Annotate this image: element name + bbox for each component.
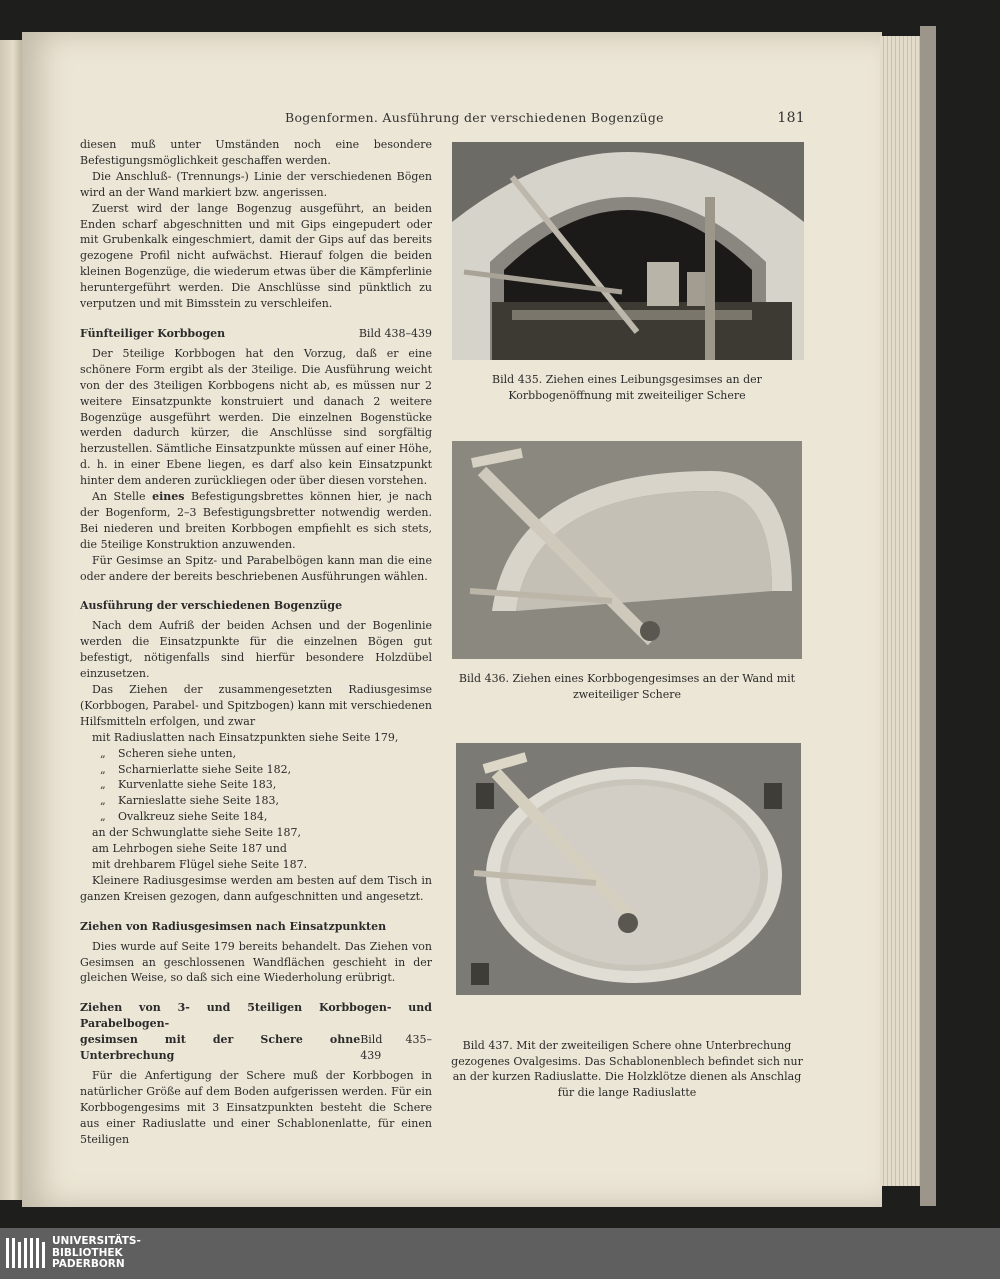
library-name xyxy=(52,1236,141,1271)
heading-title: Fünfteiliger Korbbogen xyxy=(80,326,226,340)
library-footer xyxy=(0,1228,1000,1279)
paragraph: Nach dem Aufriß der beiden Achsen und der Bogenlinie werden die Einsatzpunkte für die einzelnen Bögen gut befestigt, nötigenfalls sind hierfür besondere Holzdübel einzusetzen. xyxy=(80,619,432,681)
paragraph xyxy=(80,489,432,553)
list-item: mit drehbarem Flügel siehe Seite 187. xyxy=(92,857,308,871)
heading-title: Ausführung der verschiedenen Bogenzüge xyxy=(80,599,343,613)
list-item-text: Ovalkreuz siehe Seite 184, xyxy=(118,810,268,824)
paragraph: Kleinere Radiusgesimse werden am besten auf dem Tisch in ganzen Kreisen gezogen, dann aufgeschnitten und angesetzt. xyxy=(80,873,432,903)
heading-title-line: gesimsen mit der Schere ohne Unterbrechung xyxy=(80,1033,361,1063)
list-item xyxy=(80,762,432,778)
list-item xyxy=(80,809,432,825)
paragraph: Der 5teilige Korbbogen hat den Vorzug, daß er eine schönere Form ergibt als der 3teilige. Die Ausführung weicht von der des 3teiligen Korbbogens nicht ab, es müssen nur 2 weitere Einsatzpunkte konstruiert und danach 2 weitere Bogenzüge ausgeführt werden. Die einzelnen Bogenstücke werden dadurch kürzer, die Anschlüsse sind sorgfältig herzustellen. Sämtliche Einsatzpunkte müssen auf einer Höhe, d. h. in einer Ebene liegen, es darf also kein Einsatzpunkt hinter dem anderen zurückliegen oder über diesen vorstehen. xyxy=(80,346,432,488)
figure-437-caption: Bild 437. Mit der zweiteiligen Schere ohne Unterbrechung gezogenes Ovalgesims. Das Schablonenblech befindet sich nur an der kurzen Radiuslatte. Die Holzklötze dienen als Anschlag für die lange Radiuslatte xyxy=(451,1039,803,1099)
figure-436-photo xyxy=(452,441,802,659)
ditto-mark: „ xyxy=(100,810,106,824)
list-item-text: Karnieslatte siehe Seite 183, xyxy=(118,794,279,808)
body-text-column xyxy=(80,137,432,1147)
figure-436-caption: Bild 436. Ziehen eines Korbbogengesimses an der Wand mit zweiteiliger Schere xyxy=(458,672,796,701)
figure-437-photo xyxy=(456,743,801,995)
section-heading xyxy=(80,598,432,614)
text-run: An Stelle xyxy=(92,490,146,504)
photo-illustration xyxy=(452,441,802,659)
running-head xyxy=(285,110,805,130)
paragraph: Für Gesimse an Spitz- und Parabelbögen kann man die eine oder andere der bereits beschriebenen Ausführungen wählen. xyxy=(80,553,432,583)
list-item xyxy=(80,777,432,793)
list-item xyxy=(80,793,432,809)
paragraph: Für die Anfertigung der Schere muß der Korbbogen in natürlicher Größe auf dem Boden aufgerissen werden. Für ein Korbbogengesims mit 3 Einsatzpunkten besteht die Schere aus einer Radiuslatte und einer Schablonenlatte, für einen 5teiligen xyxy=(80,1068,432,1146)
list-item-text: Scharnierlatte siehe Seite 182, xyxy=(118,762,292,776)
bold-text: eines xyxy=(152,490,185,504)
list-item-text: Scheren siehe unten, xyxy=(118,746,237,760)
text-run: Befestigungsbrettes können hier, je nach der Bogenform, 2–3 Befestigungsbretter notwendig werden. Bei niederen und breiten Korbbogen empfiehlt es sich stets, die 5teilige Konstruktion anzuwenden. xyxy=(80,490,432,551)
heading-title-line: Ziehen von 3- und 5teiligen Korbbogen- und Parabelbogen- xyxy=(80,1001,432,1031)
library-name-line: BIBLIOTHEK xyxy=(52,1246,123,1259)
figure-435-photo xyxy=(452,142,804,360)
photo-illustration xyxy=(456,743,801,995)
ditto-mark: „ xyxy=(100,794,106,808)
library-name-line: PADERBORN xyxy=(52,1258,125,1270)
paragraph: Dies wurde auf Seite 179 bereits behandelt. Das Ziehen von Gesimsen an geschlossenen Wandflächen geschieht in der gleichen Weise, so daß sich eine Wiederholung erübrigt. xyxy=(80,939,432,985)
page-stack-edges xyxy=(880,36,923,1186)
library-logo-icon xyxy=(6,1236,46,1272)
section-heading xyxy=(80,326,432,342)
paragraph: Die Anschluß- (Trennungs-) Linie der verschiedenen Bögen wird an der Wand markiert bzw. angerissen. xyxy=(80,169,432,199)
list-item: an der Schwunglatte siehe Seite 187, xyxy=(92,826,302,840)
list-item xyxy=(80,746,432,762)
figure-435-caption: Bild 435. Ziehen eines Leibungsgesimses an der Korbbogenöffnung mit zweiteiliger Schere xyxy=(492,373,762,402)
heading-title: Ziehen von Radiusgesimsen nach Einsatzpunkten xyxy=(80,919,387,933)
list-item-text: Kurvenlatte siehe Seite 183, xyxy=(118,778,277,792)
list-item: am Lehrbogen siehe Seite 187 und xyxy=(92,842,287,856)
running-title: Bogenformen. Ausführung der verschiedenen Bogenzüge xyxy=(285,110,664,125)
list-item: mit Radiuslatten nach Einsatzpunkten siehe Seite 179, xyxy=(92,730,399,744)
heading-title-row xyxy=(80,1032,432,1064)
ditto-mark: „ xyxy=(100,762,106,776)
figure-reference: Bild 438–439 xyxy=(358,326,432,340)
library-name-line: UNIVERSITÄTS- xyxy=(52,1235,141,1247)
section-heading xyxy=(80,919,432,935)
ditto-mark: „ xyxy=(100,746,106,760)
paragraph: Das Ziehen der zusammengesetzten Radiusgesimse (Korbbogen, Parabel- und Spitzbogen) kann mit verschiedenen Hilfsmitteln erfolgen, und zwar xyxy=(80,683,432,728)
page-number: 181 xyxy=(777,110,805,126)
book-cover-edge xyxy=(920,26,936,1206)
paragraph: diesen muß unter Umständen noch eine besondere Befestigungsmöglichkeit geschaffen werden. xyxy=(80,138,432,167)
section-heading xyxy=(80,1000,432,1064)
ditto-mark: „ xyxy=(100,778,106,792)
photo-illustration xyxy=(452,142,804,360)
left-page-edge xyxy=(0,40,22,1200)
paragraph: Zuerst wird der lange Bogenzug ausgeführt, an beiden Enden scharf abgeschnitten und mit Gips eingepudert oder mit Grubenkalk eingeschmiert, damit der Gips auf das bereits gezogene Profil nicht aufwächst. Hierauf folgen die beiden kleinen Bogenzüge, die wiederum etwas über die Kämpferlinie heruntergeführt werden. Die Anschlüsse sind pünktlich zu verputzen und mit Bimsstein zu verschleifen. xyxy=(80,201,432,311)
figure-reference: Bild 435–439 xyxy=(360,1033,432,1063)
